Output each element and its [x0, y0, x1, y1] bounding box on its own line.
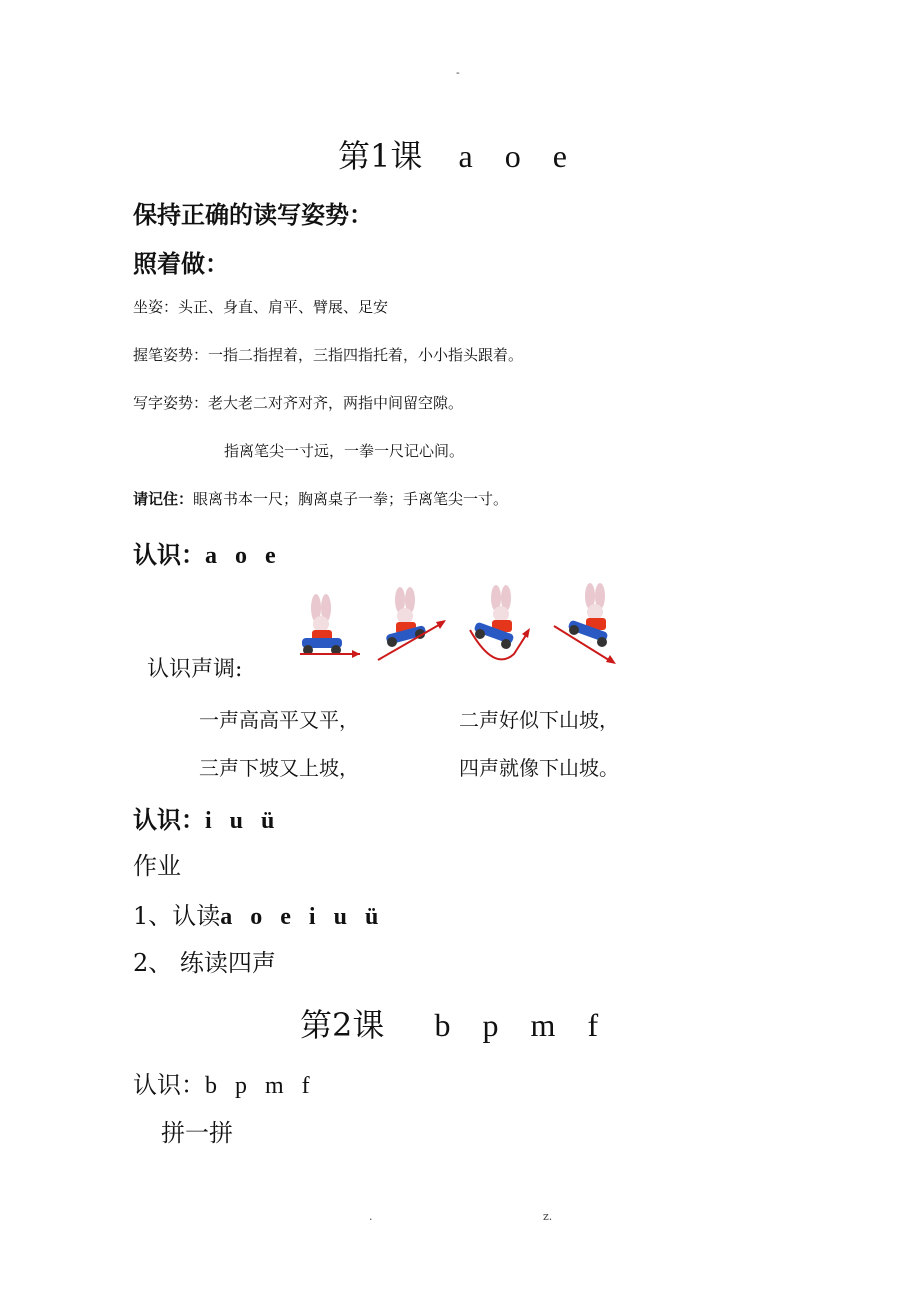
spell-heading: 拼一拼	[161, 1119, 233, 1147]
tone3-rhyme: 三声下坡又上坡，	[199, 756, 359, 780]
learn-iuv-letters: i u ü	[205, 808, 275, 834]
bunny-flat-tone-icon	[292, 588, 364, 660]
tone4-rhyme: 四声就像下山坡。	[459, 756, 619, 780]
tones-label: 认识声调:	[147, 657, 243, 682]
bunny-falling-tone-icon	[550, 582, 622, 666]
learn-aoe	[133, 535, 276, 570]
lesson1-title-prefix: 第1课	[338, 137, 423, 175]
learn-iuv	[133, 800, 274, 835]
sitting-posture: 坐姿：头正、身直、肩平、臂展、足安	[133, 298, 389, 316]
lesson2-title-prefix: 第2课	[300, 1006, 385, 1044]
learn-iuv-label: 认识：	[133, 806, 205, 834]
lesson1-title	[338, 131, 569, 177]
writing-posture-cont: 指离笔尖一寸远，一拳一尺记心间。	[224, 442, 465, 460]
homework-item-2: 2、 练读四声	[133, 949, 276, 977]
lesson2-title	[300, 1000, 600, 1046]
remember-text: 眼离书本一尺；胸离桌子一拳；手离笔尖一寸。	[193, 490, 509, 508]
bunny-dipping-tone-icon	[460, 584, 540, 664]
remember-label: 请记住：	[133, 490, 194, 508]
footer-left-mark: .	[369, 1210, 373, 1223]
tone2-rhyme: 二声好似下山坡，	[459, 708, 619, 732]
remember-line	[133, 488, 508, 509]
posture-heading: 保持正确的读写姿势：	[133, 201, 373, 229]
lesson2-title-letters: b p m f	[434, 1007, 601, 1043]
follow-heading: 照着做：	[133, 250, 229, 278]
lesson2-learn-label: 认识：	[133, 1071, 205, 1099]
header-mark: -	[456, 66, 460, 79]
pen-grip-posture: 握笔姿势：一指二指捏着，三指四指托着，小小指头跟着。	[133, 346, 524, 364]
bunny-rising-tone-icon	[370, 582, 450, 662]
tone1-rhyme: 一声高高平又平，	[199, 708, 359, 732]
homework-label: 作业	[133, 852, 181, 880]
tone-images	[292, 578, 622, 668]
learn-aoe-label: 认识：	[133, 541, 205, 569]
writing-posture: 写字姿势：老大老二对齐对齐，两指中间留空隙。	[133, 394, 464, 412]
lesson1-title-letters: a o e	[458, 138, 569, 174]
homework-item-1	[133, 896, 378, 931]
learn-aoe-letters: a o e	[205, 543, 276, 569]
footer-right-mark: z.	[543, 1210, 553, 1223]
lesson2-learn-letters: b p m f	[205, 1073, 310, 1099]
homework-item-1-prefix: 1、认读	[133, 902, 221, 930]
lesson2-learn	[133, 1065, 310, 1100]
homework-item-1-letters: a o e i u ü	[220, 904, 379, 930]
